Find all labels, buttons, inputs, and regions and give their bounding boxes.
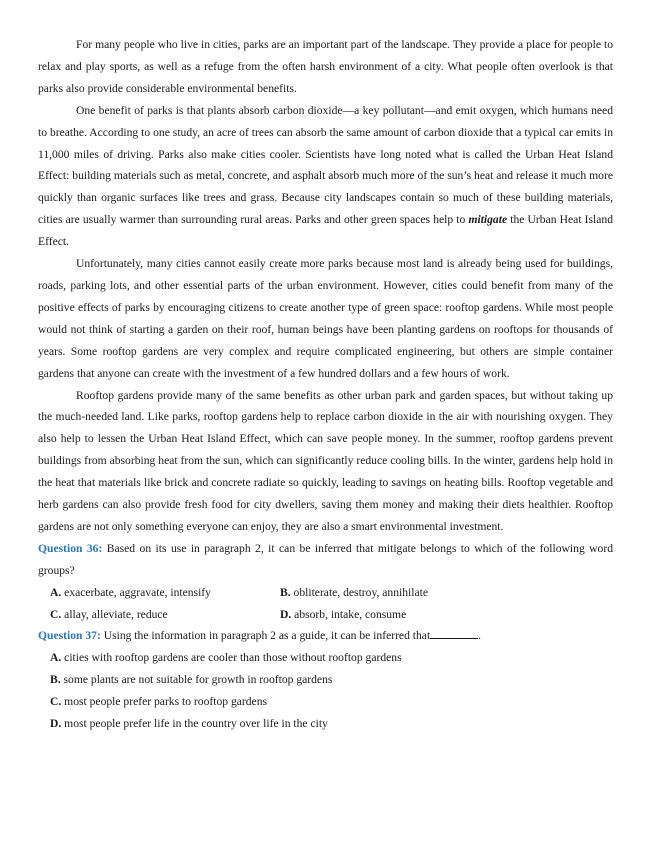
passage-paragraph-1: For many people who live in cities, parks are an important part of the landscape. They provide a place for people to relax and play sports, as well as a refuge from the often harsh environment of a city. What people often overlook is that parks also provide considerable environmental benefits.: [38, 38, 613, 95]
question-37: Question 37: Using the information in paragraph 2 as a guide, it can be inferred that .: [38, 625, 613, 647]
answer-blank: [430, 626, 478, 639]
option-d[interactable]: D. most people prefer life in the country over life in the city: [50, 717, 328, 731]
option-a[interactable]: A. cities with rooftop gardens are cooler than those without rooftop gardens: [50, 651, 402, 665]
question-37-options: [38, 647, 613, 735]
keyword-mitigate: mitigate: [468, 213, 508, 227]
option-a[interactable]: A. exacerbate, aggravate, intensify: [50, 585, 211, 599]
option-b[interactable]: B. obliterate, destroy, annihilate: [280, 585, 428, 599]
option-d[interactable]: D. absorb, intake, consume: [280, 607, 407, 621]
question-label: Question 36:: [38, 541, 103, 555]
question-label: Question 37:: [38, 629, 101, 643]
passage-paragraph-3: Unfortunately, many cities cannot easily create more parks because most land is already being used for buildings, roads, parking lots, and other essential parts of the urban environment. However, cities could benefit from many of the positive effects of parks by encouraging citizens to create another type of green space: rooftop gardens. While most people would not think of starting a garden on their roof, human beings have been planting gardens on rooftops for thousands of years. Some rooftop gardens are very complex and require complicated engineering, but others are simple container gardens that anyone can create with the investment of a few hundred dollars and a few hours of work.: [38, 257, 613, 380]
option-c[interactable]: C. most people prefer parks to rooftop gardens: [50, 695, 268, 709]
question-36: [38, 538, 613, 582]
paragraph-2-text-end: the Urban Heat Island Effect.: [38, 213, 614, 249]
passage-paragraph-4: Rooftop gardens provide many of the same benefits as other urban park and garden spaces, but without taking up the much-needed land. Like parks, rooftop gardens help to replace carbon dioxide in the air with nourishing oxygen. They also help to lessen the Urban Heat Island Effect, which can save people money. In the summer, rooftop gardens prevent buildings from absorbing heat from the sun, which can significantly reduce cooling bills. In the winter, gardens help hold in the heat that materials like brick and concrete radiate so quickly, leading to savings on heating bills. Rooftop vegetable and herb gardens can also provide fresh food for city dwellers, saving them money and making their diets healthier. Rooftop gardens are not only something everyone can enjoy, they are also a smart environmental investment.: [38, 388, 613, 533]
question-36-options: [38, 582, 613, 626]
document-page: [38, 34, 613, 735]
passage-paragraph-2: [38, 100, 613, 253]
question-stem: Based on its use in paragraph 2, it can be inferred that mitigate belongs to which of the following word groups?: [38, 541, 613, 577]
option-b[interactable]: B. some plants are not suitable for growth in rooftop gardens: [50, 673, 333, 687]
option-c[interactable]: C. allay, alleviate, reduce: [50, 607, 168, 621]
paragraph-2-text: One benefit of parks is that plants absorb carbon dioxide—a key pollutant—and emit oxygen, which humans need to breathe. According to one study, an acre of trees can absorb the same amount of carbon dioxide that a typical car emits in 11,000 miles of driving. Parks also make cities cooler. Scientists have long noted what is called the Urban Heat Island Effect: building materials such as metal, concrete, and asphalt absorb much more of the sun’s heat and release it much more quickly than organic surfaces like trees and grass. Because city landscapes contain so much of these building materials, cities are usually warmer than surrounding rural areas. Parks and other green spaces help to: [38, 103, 613, 227]
question-stem: Using the information in paragraph 2 as a guide, it can be inferred that: [100, 629, 431, 643]
